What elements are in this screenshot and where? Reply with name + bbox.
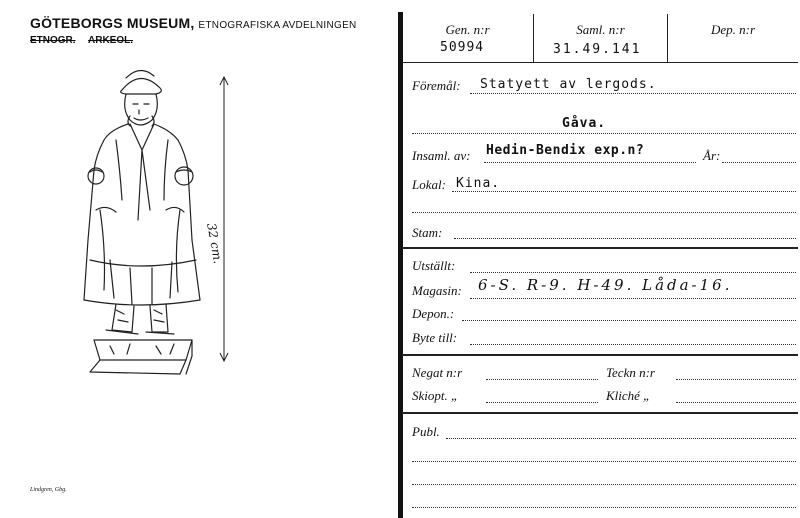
skiopt-label: Skiopt. „ [412,388,459,403]
byte-label: Byte till: [412,330,458,345]
lokal-line-2 [412,212,796,213]
museum-header [30,15,357,31]
stam-line [454,238,796,239]
gen-nr-value: 50994 [440,40,485,55]
section-separator-2 [402,354,798,356]
dep-nr-label: Dep. n:r [710,22,756,37]
insaml-line [484,162,696,163]
teckn-line [676,379,796,380]
lokal-value: Kina. [456,176,501,191]
insaml-value: Hedin-Bendix exp.n? [486,143,645,158]
magasin-label: Magasin: [412,283,462,298]
top-row-border [402,62,798,63]
foremal-label: Föremål: [412,78,461,93]
gava-line [412,133,796,134]
byte-line [470,344,796,345]
stam-label: Stam: [412,225,443,240]
saml-nr-label: Saml. n:r [576,22,625,37]
foremal-line [470,93,796,94]
depon-line [462,320,796,321]
ar-line [722,162,796,163]
publ-line-4 [412,507,796,508]
publ-line-3 [412,484,796,485]
magasin-value: 6-S. R-9. H-49. Låda-16. [478,276,733,294]
publ-line-1 [446,438,796,439]
dimension-label: 32 cm. [204,222,226,265]
magasin-line [470,298,796,299]
section-separator-1 [402,247,798,249]
skiopt-line [486,402,598,403]
depon-label: Depon.: [412,306,455,321]
lokal-line [452,191,796,192]
teckn-label: Teckn n:r [606,365,655,380]
lokal-label: Lokal: [412,177,446,192]
gen-nr-label: Gen. n:r [445,22,490,37]
insaml-label: Insaml. av: [412,148,471,163]
publ-label: Publ. [412,424,440,439]
negat-label: Negat n:r [412,365,463,380]
foremal-value: Statyett av lergods. [480,77,657,92]
saml-nr-value: 31.49.141 [553,42,642,57]
negat-line [486,379,598,380]
printer-mark: Lindgren, Gbg. [30,487,67,493]
museum-name: GÖTEBORGS MUSEUM, [30,15,195,31]
kliche-label: Kliché „ [606,388,651,403]
section-separator-3 [402,412,798,414]
ar-label: År: [703,148,721,163]
gava-text: Gåva. [562,116,607,131]
dimension-arrow [210,75,250,365]
card-divider [398,12,403,518]
publ-line-2 [412,461,796,462]
department-name: ETNOGRAFISKA AVDELNINGEN [198,20,357,31]
struck-arkeol: ARKEOL. [88,35,133,46]
kliche-line [676,402,796,403]
utstallt-line [470,272,796,273]
struck-etnogr: ETNOGR. [30,35,76,46]
utstallt-label: Utställt: [412,258,456,273]
